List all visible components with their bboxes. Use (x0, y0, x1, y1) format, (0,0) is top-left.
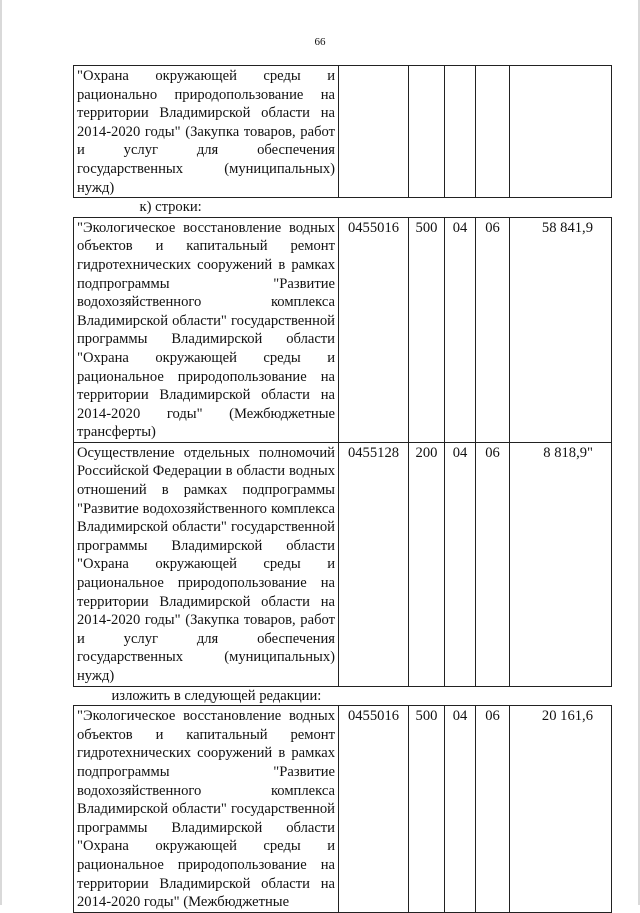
row-amount: 8 818,9" (510, 442, 612, 686)
row-target-code: 0455016 (339, 217, 409, 442)
row-target-code: 0455128 (339, 442, 409, 686)
scan-left-edge (0, 0, 2, 905)
row-description: "Экологическое восстановление водных объектов и капитальный ремонт гидротехнических сооружений в рамках подпрограммы "Развитие водохозяйственного комплекса Владимирской области" государственной программы Владимирской области "Охрана окружающей среды и рациональное природопользование на территории Владимирской области на 2014-2020 годы" (Межбюджетные (74, 706, 339, 913)
row-subsection (476, 66, 510, 198)
row-expense-type: 500 (409, 217, 445, 442)
page-number: 66 (314, 36, 326, 48)
row-description: "Экологическое восстановление водных объектов и капитальный ремонт гидротехнических сооружений в рамках подпрограммы "Развитие водохозяйственного комплекса Владимирской области" государственной программы Владимирской области "Охрана окружающей среды и рациональное природопользование на территории Владимирской области на 2014-2020 годы" (Межбюджетные трансферты) (74, 217, 339, 442)
row-section: 04 (445, 442, 476, 686)
row-expense-type: 200 (409, 442, 445, 686)
row-section (445, 66, 476, 198)
table-row (74, 217, 612, 442)
caption-row (74, 686, 612, 706)
row-target-code (339, 66, 409, 198)
row-amount (510, 66, 612, 198)
budget-table (73, 65, 612, 913)
table-row (74, 706, 612, 913)
table-row (74, 66, 612, 198)
row-description: Осуществление отдельных полномочий Российской Федерации в области водных отношений в рамках подпрограммы "Развитие водохозяйственного комплекса Владимирской области" государственной программы Владимирской области "Охрана окружающей среды и рациональное природопользование на территории Владимирской области на 2014-2020 годы" (Закупка товаров, работ и услуг для обеспечения государственных (муниципальных) нужд) (74, 442, 339, 686)
caption-new-edition: изложить в следующей редакции: (111, 687, 322, 704)
row-subsection: 06 (476, 217, 510, 442)
caption-replace: к) строки: (139, 199, 202, 216)
row-section: 04 (445, 217, 476, 442)
row-subsection: 06 (476, 442, 510, 686)
row-expense-type (409, 66, 445, 198)
row-amount: 20 161,6 (510, 706, 612, 913)
row-expense-type: 500 (409, 706, 445, 913)
row-description: "Охрана окружающей среды и рационально природопользование на территории Владимирской области на 2014-2020 годы" (Закупка товаров, работ и услуг для обеспечения государственных (муниципальных) нужд) (74, 66, 339, 198)
caption-row (74, 198, 612, 218)
table-row (74, 442, 612, 686)
row-amount: 58 841,9 (510, 217, 612, 442)
row-section: 04 (445, 706, 476, 913)
row-target-code: 0455016 (339, 706, 409, 913)
row-subsection: 06 (476, 706, 510, 913)
